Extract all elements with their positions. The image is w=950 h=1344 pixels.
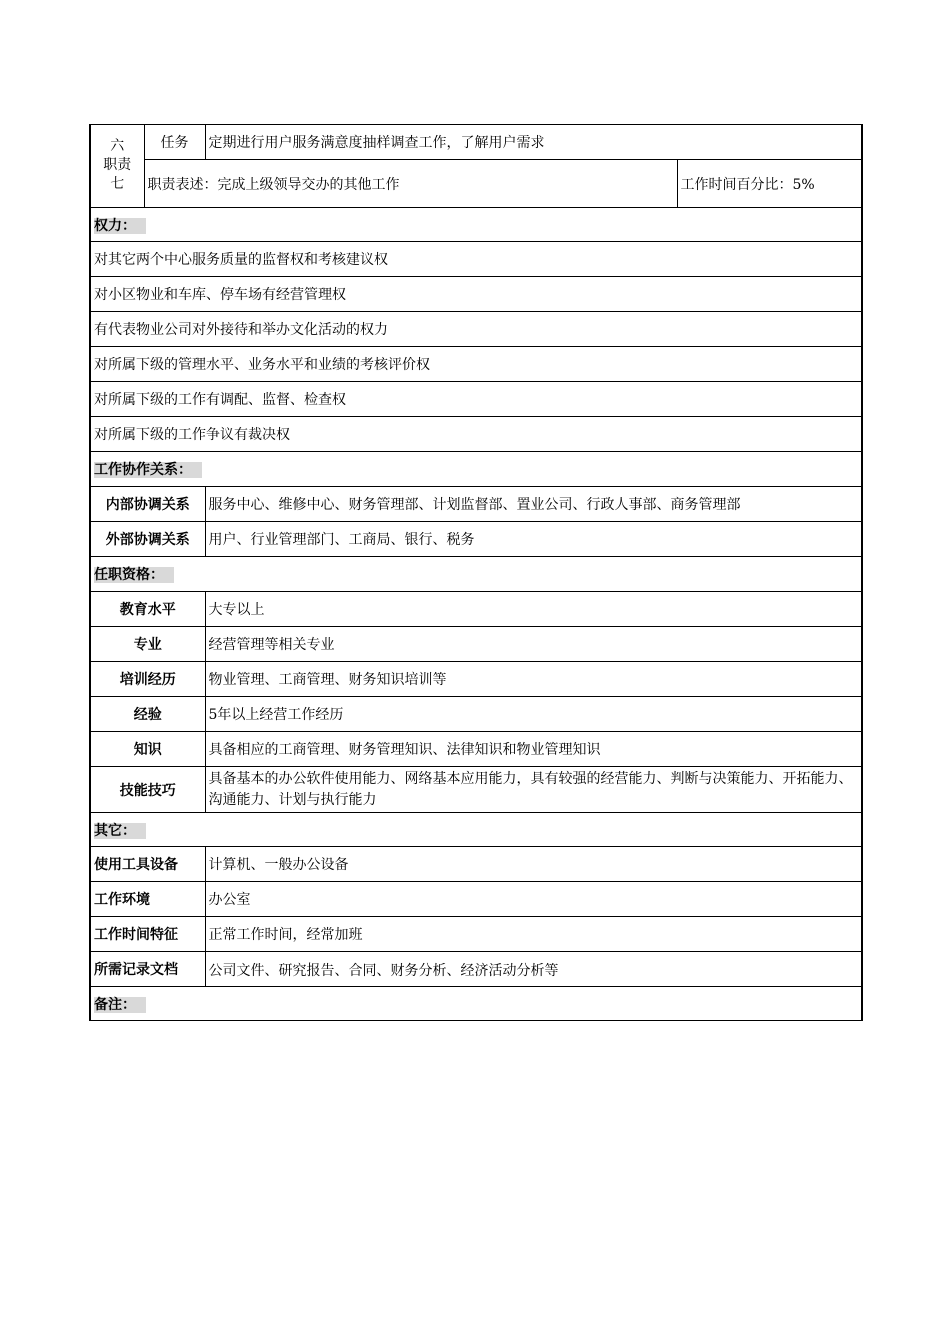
authority-item-text: 对所属下级的工作争议有裁决权 xyxy=(90,417,862,452)
qualification-row xyxy=(90,732,862,767)
relation-label: 内部协调关系 xyxy=(90,487,205,522)
job-description-form xyxy=(89,124,861,1021)
qualification-value: 具备基本的办公软件使用能力、网络基本应用能力，具有较强的经营能力、判断与决策能力、开拓能力、沟通能力、计划与执行能力 xyxy=(205,767,862,813)
other-label: 工作时间特征 xyxy=(90,917,205,952)
authority-item xyxy=(90,277,862,312)
qualification-value: 5年以上经营工作经历 xyxy=(205,697,862,732)
qualification-row xyxy=(90,767,862,813)
authority-item xyxy=(90,382,862,417)
relations-title: 工作协作关系： xyxy=(90,452,862,487)
authority-item-text: 对所属下级的管理水平、业务水平和业绩的考核评价权 xyxy=(90,347,862,382)
other-row xyxy=(90,847,862,882)
other-label: 工作环境 xyxy=(90,882,205,917)
qualifications-title: 任职资格： xyxy=(90,557,862,592)
authority-item xyxy=(90,312,862,347)
other-value: 公司文件、研究报告、合同、财务分析、经济活动分析等 xyxy=(205,952,862,987)
authority-header-row xyxy=(90,208,862,242)
duty-six-task-text: 定期进行用户服务满意度抽样调查工作，了解用户需求 xyxy=(205,125,862,160)
qualification-label: 经验 xyxy=(90,697,205,732)
other-row xyxy=(90,952,862,987)
relation-row xyxy=(90,522,862,557)
qualification-row xyxy=(90,592,862,627)
qualification-label: 教育水平 xyxy=(90,592,205,627)
notes-header-row xyxy=(90,987,862,1021)
qualifications-header-row xyxy=(90,557,862,592)
qualification-row xyxy=(90,627,862,662)
duty-number-cell xyxy=(90,125,144,208)
other-value: 正常工作时间，经常加班 xyxy=(205,917,862,952)
relation-value: 服务中心、维修中心、财务管理部、计划监督部、置业公司、行政人事部、商务管理部 xyxy=(205,487,862,522)
other-value: 办公室 xyxy=(205,882,862,917)
qualification-row xyxy=(90,697,862,732)
qualification-label: 技能技巧 xyxy=(90,767,205,813)
duty-seven-time: 工作时间百分比：5% xyxy=(677,160,862,208)
authority-item-text: 对所属下级的工作有调配、监督、检查权 xyxy=(90,382,862,417)
duty-seven-label-a: 职责 xyxy=(103,157,132,173)
qualification-value: 大专以上 xyxy=(205,592,862,627)
form-table xyxy=(89,124,863,1021)
duty-seven-desc: 职责表述：完成上级领导交办的其他工作 xyxy=(144,160,677,208)
authority-item-text: 有代表物业公司对外接待和举办文化活动的权力 xyxy=(90,312,862,347)
other-title: 其它： xyxy=(90,813,862,847)
relation-row xyxy=(90,487,862,522)
relation-value: 用户、行业管理部门、工商局、银行、税务 xyxy=(205,522,862,557)
relation-label: 外部协调关系 xyxy=(90,522,205,557)
notes-title: 备注： xyxy=(90,987,862,1021)
duty-six-row xyxy=(90,125,862,160)
other-row xyxy=(90,917,862,952)
other-header-row xyxy=(90,813,862,847)
authority-item-text: 对其它两个中心服务质量的监督权和考核建议权 xyxy=(90,242,862,277)
duty-six-task-label: 任务 xyxy=(144,125,205,160)
duty-seven-row xyxy=(90,160,862,208)
authority-item xyxy=(90,242,862,277)
qualification-label: 知识 xyxy=(90,732,205,767)
authority-item xyxy=(90,347,862,382)
other-label: 使用工具设备 xyxy=(90,847,205,882)
authority-item xyxy=(90,417,862,452)
other-row xyxy=(90,882,862,917)
qualification-value: 具备相应的工商管理、财务管理知识、法律知识和物业管理知识 xyxy=(205,732,862,767)
other-value: 计算机、一般办公设备 xyxy=(205,847,862,882)
qualification-value: 物业管理、工商管理、财务知识培训等 xyxy=(205,662,862,697)
duty-seven-label-b: 七 xyxy=(110,176,125,192)
qualification-value: 经营管理等相关专业 xyxy=(205,627,862,662)
qualification-label: 培训经历 xyxy=(90,662,205,697)
duty-six-label: 六 xyxy=(110,138,125,154)
authority-title: 权力： xyxy=(90,208,862,242)
qualification-label: 专业 xyxy=(90,627,205,662)
relations-header-row xyxy=(90,452,862,487)
other-label: 所需记录文档 xyxy=(90,952,205,987)
qualification-row xyxy=(90,662,862,697)
authority-item-text: 对小区物业和车库、停车场有经营管理权 xyxy=(90,277,862,312)
